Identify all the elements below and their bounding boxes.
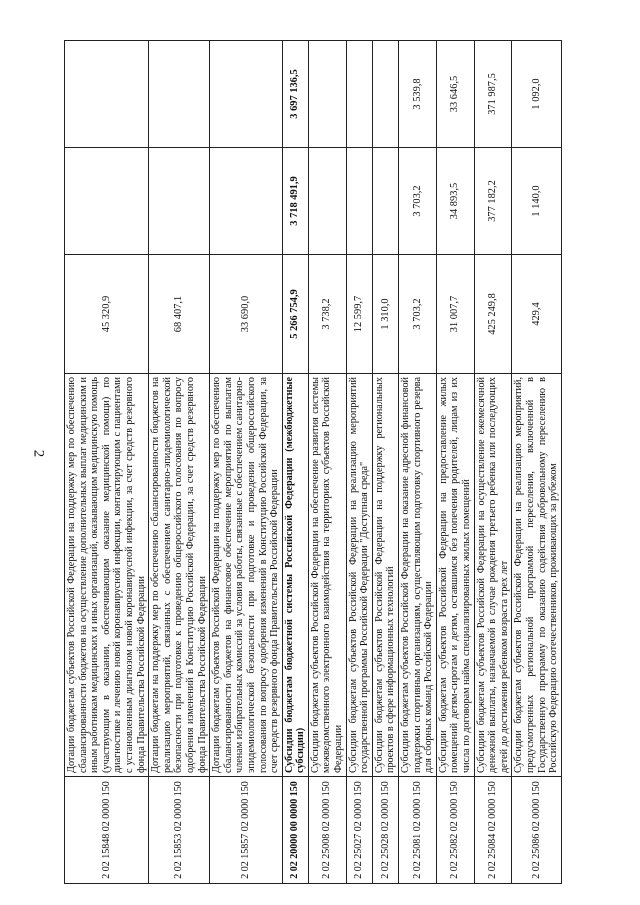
row-name: Субсидии бюджетам бюджетной системы Российской Федерации (межбюджетные субсидии) [282, 374, 308, 777]
table-row [474, 41, 512, 884]
row-code: 2 02 25084 02 0000 150 [474, 777, 512, 884]
budget-table [64, 40, 562, 884]
table-row [436, 41, 474, 884]
table-row [399, 41, 437, 884]
row-value-2: 377 182,2 [474, 148, 512, 255]
row-name: Субсидии бюджетам субъектов Российской Федерации на предоставление жилых помещений детям-сиротам и детям, оставшимся без попечения родителей, лицам из их числа по договорам найма специализированных жилых помещений [436, 374, 474, 777]
table-row [346, 41, 372, 884]
table-row [210, 41, 283, 884]
row-value-1: 31 007,7 [436, 255, 474, 374]
row-value-1: 45 320,9 [65, 255, 149, 374]
row-value-2 [210, 148, 283, 255]
row-value-3 [346, 41, 372, 148]
table-row [512, 41, 561, 884]
row-code: 2 02 15848 02 0000 150 [65, 777, 149, 884]
table-row [308, 41, 346, 884]
row-code: 2 02 15857 02 0000 150 [210, 777, 283, 884]
row-value-2 [149, 148, 210, 255]
row-name: Дотации бюджетам на поддержку мер по обеспечению сбалансированности бюджетов на реализацию мероприятий, связанных с обеспечением санитарно-эпидемиологической безопасности при подготовке к проведению общероссийского голосования по вопросу одобрения изменений в Конституцию Российской Федерации, за счет средств резервного фонда Правительства Российской Федерации [149, 374, 210, 777]
row-value-3 [210, 41, 283, 148]
row-code: 2 02 20000 00 0000 150 [282, 777, 308, 884]
row-value-2: 3 703,2 [399, 148, 437, 255]
row-value-2: 1 140,0 [512, 148, 561, 255]
row-name: Дотации бюджетам субъектов Российской Федерации на поддержку мер по обеспечению сбалансированности бюджетов на финансовое обеспечение мероприятий по выплатам членам избирательных комиссий за условия работы, связанные с обеспечением санитарно-эпидемиологической безопасности при подготовке и проведении общероссийского голосования по вопросу одобрения изменений в Конституцию Российской Федерации, за счет средств резервного фонда Правительства Российской Федерации [210, 374, 283, 777]
row-value-3 [308, 41, 346, 148]
row-value-3: 1 092,0 [512, 41, 561, 148]
row-value-2 [346, 148, 372, 255]
row-code: 2 02 25081 02 0000 150 [399, 777, 437, 884]
row-value-1: 429,4 [512, 255, 561, 374]
row-code: 2 02 25082 02 0000 150 [436, 777, 474, 884]
row-name: Субсидии бюджетам субъектов Российской Федерации на поддержку региональных проектов в сфере информационных технологий [372, 374, 398, 777]
row-code: 2 02 15853 02 0000 150 [149, 777, 210, 884]
row-value-1: 68 407,1 [149, 255, 210, 374]
row-value-1: 425 249,8 [474, 255, 512, 374]
table-row [372, 41, 398, 884]
row-value-3 [65, 41, 149, 148]
row-value-1: 5 266 754,9 [282, 255, 308, 374]
row-name: Субсидии бюджетам субъектов Российской Федерации на оказание адресной финансовой поддержки спортивным организациям, осуществляющим подготовку спортивного резерва для сборных команд Российской Федерации [399, 374, 437, 777]
row-name: Субсидии бюджетам субъектов Российской Федерации на осуществление ежемесячной денежной выплаты, назначаемой в случае рождения третьего ребенка или последующих детей до достижения ребенком возраста трех лет [474, 374, 512, 777]
table-row [282, 41, 308, 884]
rotated-page [64, 44, 584, 884]
table-row [65, 41, 149, 884]
row-value-3: 3 697 136,5 [282, 41, 308, 148]
row-value-3: 33 646,5 [436, 41, 474, 148]
row-value-1: 3 738,2 [308, 255, 346, 374]
row-value-1: 1 310,0 [372, 255, 398, 374]
row-value-1: 12 599,7 [346, 255, 372, 374]
row-value-2 [372, 148, 398, 255]
row-code: 2 02 25027 02 0000 150 [346, 777, 372, 884]
row-name: Дотации бюджетам субъектов Российской Федерации на поддержку мер по обеспечению сбалансированности бюджетов на осуществление дополнительных выплат медицинским и иным работникам медицинских и иных организаций, оказывающим медицинскую помощь (участвующим в оказании, обеспечивающим оказание медицинской помощи) по диагностике и лечению новой коронавирусной инфекции, контактирующим с пациентами с установленным диагнозом новой коронавирусной инфекции, за счет средств резервного фонда Правительства Российской Федерации [65, 374, 149, 777]
row-value-3 [149, 41, 210, 148]
row-name: Субсидии бюджетам субъектов Российской Федерации на реализацию мероприятий государственной программы Российской Федерации "Доступная среда" [346, 374, 372, 777]
row-code: 2 02 25008 02 0000 150 [308, 777, 346, 884]
row-value-3: 371 987,5 [474, 41, 512, 148]
row-value-2: 3 718 491,9 [282, 148, 308, 255]
row-value-3: 3 539,8 [399, 41, 437, 148]
page-number: 2 [30, 449, 47, 458]
row-code: 2 02 25086 02 0000 150 [512, 777, 561, 884]
row-value-1: 3 703,2 [399, 255, 437, 374]
table-row [149, 41, 210, 884]
row-value-1: 33 690,0 [210, 255, 283, 374]
row-value-3 [372, 41, 398, 148]
row-code: 2 02 25028 02 0000 150 [372, 777, 398, 884]
row-value-2 [308, 148, 346, 255]
row-value-2 [65, 148, 149, 255]
row-name: Субсидии бюджетам субъектов Российской Федерации на реализацию мероприятий, предусмотренных региональной программой переселения, включенной в Государственную программу по оказанию содействия добровольному переселению в Российскую Федерацию соотечественников, проживающих за рубежом [512, 374, 561, 777]
row-value-2: 34 893,5 [436, 148, 474, 255]
row-name: Субсидии бюджетам субъектов Российской Федерации на обеспечение развития системы межведомственного электронного взаимодействия на территориях субъектов Российской Федерации [308, 374, 346, 777]
